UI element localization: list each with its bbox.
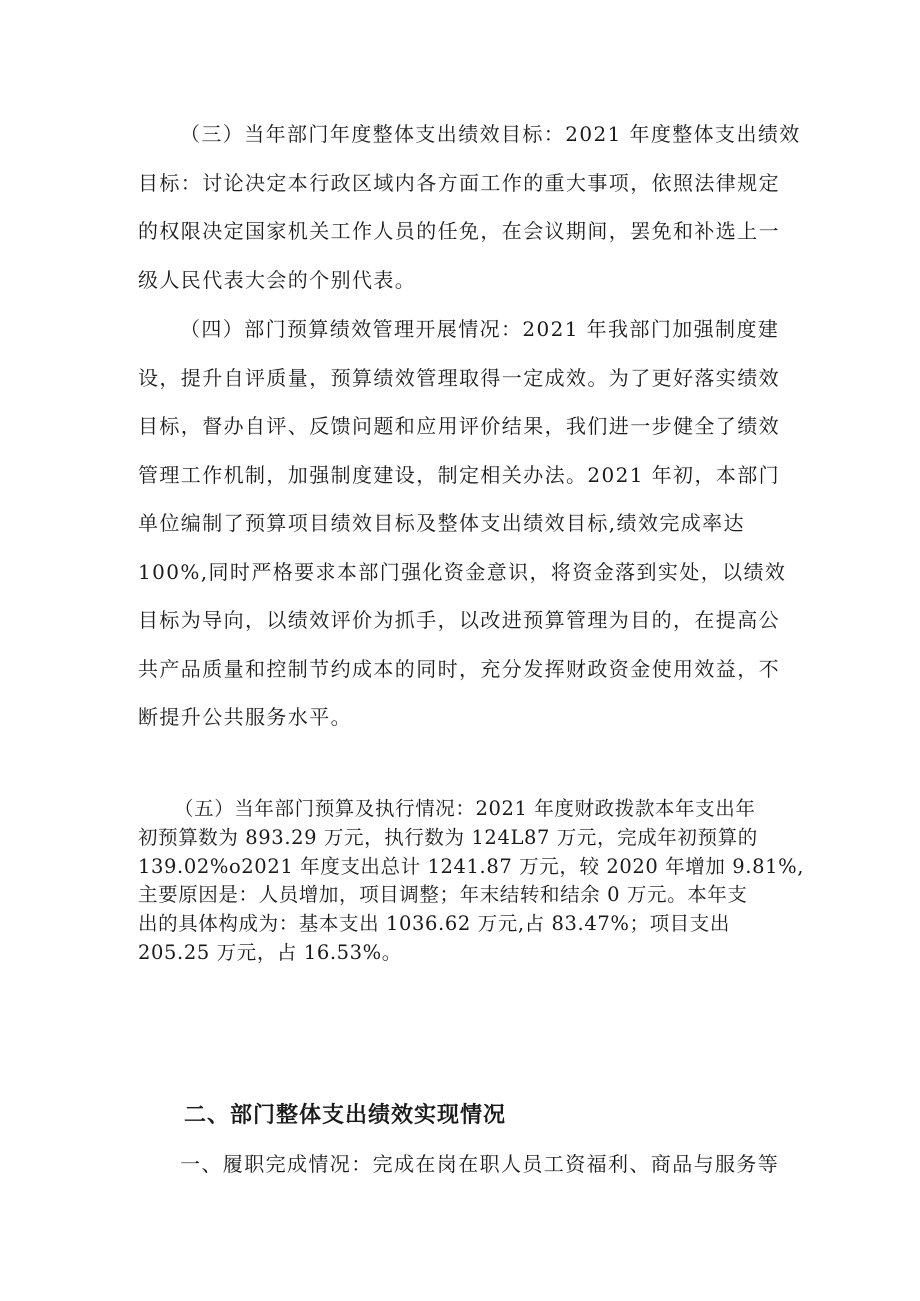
text-line: 出的具体构成为：基本支出 1036.62 万元,占 83.47%；项目支出 xyxy=(138,912,730,936)
text-line: （五）当年部门预算及执行情况：2021 年度财政拨款本年支出年 xyxy=(174,797,756,820)
text-line: 断提升公共服务水平。 xyxy=(138,705,352,729)
text-line: 目标：讨论决定本行政区域内各方面工作的重大事项，依照法律规定 xyxy=(138,170,780,195)
section-heading: 二、部门整体支出绩效实现情况 xyxy=(184,1103,507,1128)
text-line: 139.02%o2021 年度支出总计 1241.87 万元，较 2020 年增加 9.81%, xyxy=(138,854,805,878)
text-line: 主要原因是：人员增加，项目调整；年末结转和结余 0 万元。本年支 xyxy=(138,883,748,907)
text-line: 205.25 万元，占 16.53%。 xyxy=(138,940,402,964)
text-line: 级人民代表大会的个别代表。 xyxy=(138,267,417,292)
text-line: 的权限决定国家机关工作人员的任免，在会议期间，罢免和补选上一 xyxy=(138,219,780,243)
text-line: 目标为导向，以绩效评价为抓手，以改进预算管理为目的，在提高公 xyxy=(138,608,780,632)
text-line: 单位编制了预算项目绩效目标及整体支出绩效目标,绩效完成率达 xyxy=(138,511,745,535)
paragraph-target xyxy=(138,110,801,304)
text-line: （四）部门预算绩效管理开展情况：2021 年我部门加强制度建 xyxy=(180,317,780,341)
text-line: 共产品质量和控制节约成本的同时，充分发挥财政资金使用效益，不 xyxy=(138,656,780,681)
text-line: 管理工作机制，加强制度建设，制定相关办法。2021 年初，本部门 xyxy=(138,462,781,487)
text-line: 初预算数为 893.29 万元，执行数为 124L87 万元，完成年初预算的 xyxy=(138,825,758,849)
text-line: 100%,同时严格要求本部门强化资金意识，将资金落到实处，以绩效 xyxy=(138,559,787,584)
paragraph-performance-management xyxy=(138,305,788,742)
text-line: 目标，督办自评、反馈问题和应用评价结果，我们进一步健全了绩效 xyxy=(138,414,780,438)
paragraph-budget-execution xyxy=(138,795,805,968)
text-line: 一、履职完成情况：完成在岗在职人员工资福利、商品与服务等 xyxy=(180,1152,780,1176)
text-line: 设，提升自评质量，预算绩效管理取得一定成效。为了更好落实绩效 xyxy=(138,365,780,390)
text-line: （三）当年部门年度整体支出绩效目标：2021 年度整体支出绩效 xyxy=(180,122,801,146)
paragraph-duty-completion xyxy=(138,1140,788,1189)
